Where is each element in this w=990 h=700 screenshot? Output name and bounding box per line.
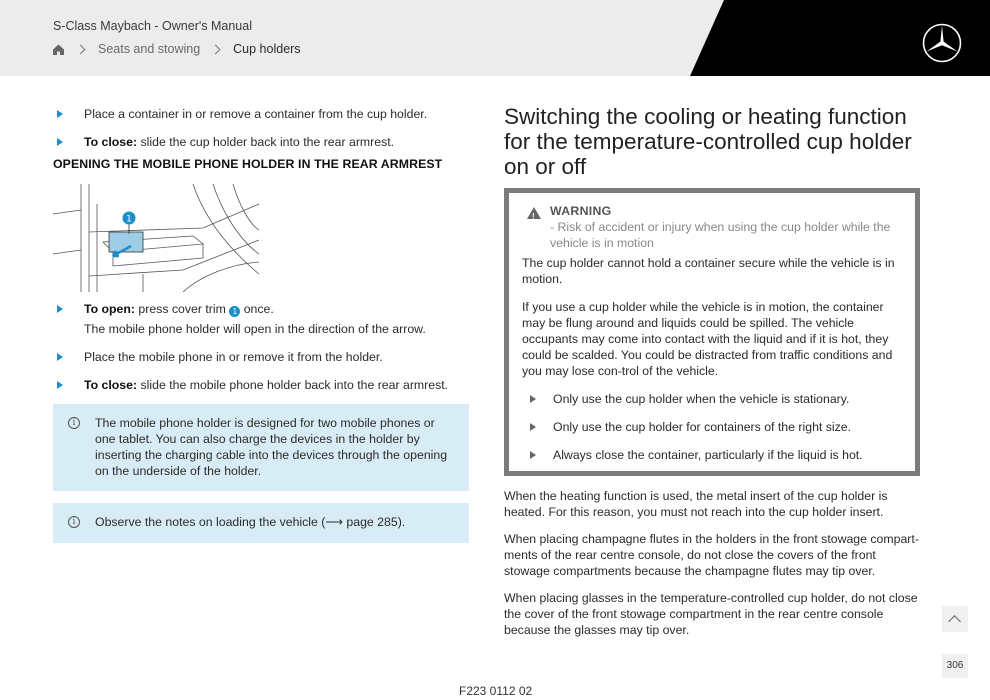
step-text: slide the cup holder back into the rear armrest. <box>137 135 395 149</box>
step-label: To close: <box>84 135 138 149</box>
step-text: press cover trim <box>135 302 230 316</box>
breadcrumb <box>52 42 301 56</box>
document-code: F223 0112 02 <box>459 684 533 698</box>
warning-header <box>522 203 902 251</box>
breadcrumb-seats-and-stowing[interactable]: Seats and stowing <box>98 42 201 56</box>
step-result: The mobile phone holder will open in the direction of the arrow. <box>84 322 426 336</box>
doc-title: S-Class Maybach - Owner's Manual <box>53 19 252 33</box>
left-column <box>53 100 469 172</box>
mercedes-star-logo[interactable] <box>922 23 962 63</box>
warning-bullet: Only use the cup holder when the vehicle is stationary. <box>522 391 902 407</box>
step-text: Place a container in or remove a container from the cup holder. <box>84 107 428 121</box>
warning-paragraph: The cup holder cannot hold a container secure while the vehicle is in motion. <box>522 256 895 286</box>
scroll-to-top-button[interactable] <box>942 606 968 632</box>
step-open-phone-holder <box>53 301 469 317</box>
home-icon[interactable] <box>52 43 65 56</box>
left-column-lower <box>53 301 469 393</box>
step-label: To close: <box>84 378 138 392</box>
info-text[interactable]: Observe the notes on loading the vehicle (⟶ page 285). <box>95 515 406 529</box>
warning-triangle-icon <box>527 207 541 219</box>
step-close-phone-holder <box>53 377 469 393</box>
warning-bullet: Only use the cup holder for containers of the right size. <box>522 419 902 435</box>
breadcrumb-cup-holders[interactable]: Cup holders <box>233 42 301 56</box>
warning-box <box>504 188 920 476</box>
warning-bullet: Always close the container, particularly if the liquid is hot. <box>522 447 902 463</box>
step-text: slide the mobile phone holder back into the rear armrest. <box>137 378 449 392</box>
step-label: To open: <box>84 302 135 316</box>
chevron-right-icon <box>211 44 221 54</box>
step-text: once. <box>240 302 274 316</box>
chevron-right-icon <box>76 44 86 54</box>
paragraph-champagne: When placing champagne flutes in the holders in the front stowage compart-ments of the rear centre console, do not close the covers of the front stowage compartments because the champagne flutes may tip over. <box>504 532 919 578</box>
paragraph-glasses: When placing glasses in the temperature-controlled cup holder, do not close the cover of the front stowage compartment in the rear centre console because the glasses may tip over. <box>504 591 918 637</box>
info-icon: i <box>68 417 80 429</box>
section-heading: OPENING THE MOBILE PHONE HOLDER IN THE REAR ARMREST <box>53 157 443 171</box>
warning-label: WARNING <box>550 204 612 218</box>
step-place-container <box>53 106 469 122</box>
info-note-loading <box>53 503 469 543</box>
figure-marker: 1 <box>126 214 132 225</box>
warning-subtitle: - Risk of accident or injury when using the cup holder while the vehicle is in motion <box>550 220 891 250</box>
info-icon: i <box>68 516 80 528</box>
cover-trim-marker-icon <box>229 306 240 317</box>
page-number: 306 <box>942 654 968 678</box>
info-note-charging <box>53 404 469 491</box>
step-text: Place the mobile phone in or remove it from the holder. <box>84 350 383 364</box>
step-close-cup-holder <box>53 134 469 150</box>
warning-paragraph: If you use a cup holder while the vehicle is in motion, the container may be flung around and liquids could be spilled. The vehicle occupants may come into contact with the liquid and if it is hot, they could be scalded. You could be distracted from traffic conditions and you may lose con-trol of the vehicle. <box>522 300 893 378</box>
info-text: The mobile phone holder is designed for two mobile phones or one tablet. You can also charge the devices in the holder by inserting the charging cable into the devices through the opening on the underside of the holder. <box>95 416 448 478</box>
marker-number: 1 <box>232 307 238 316</box>
step-place-phone <box>53 349 469 365</box>
armrest-illustration <box>53 184 261 292</box>
page-header <box>0 0 990 76</box>
paragraph-heating: When the heating function is used, the metal insert of the cup holder is heated. For this reason, you must not reach into the cup holder insert. <box>504 489 888 519</box>
section-title: Switching the cooling or heating function for the temperature-controlled cup holder on or off <box>504 104 912 179</box>
